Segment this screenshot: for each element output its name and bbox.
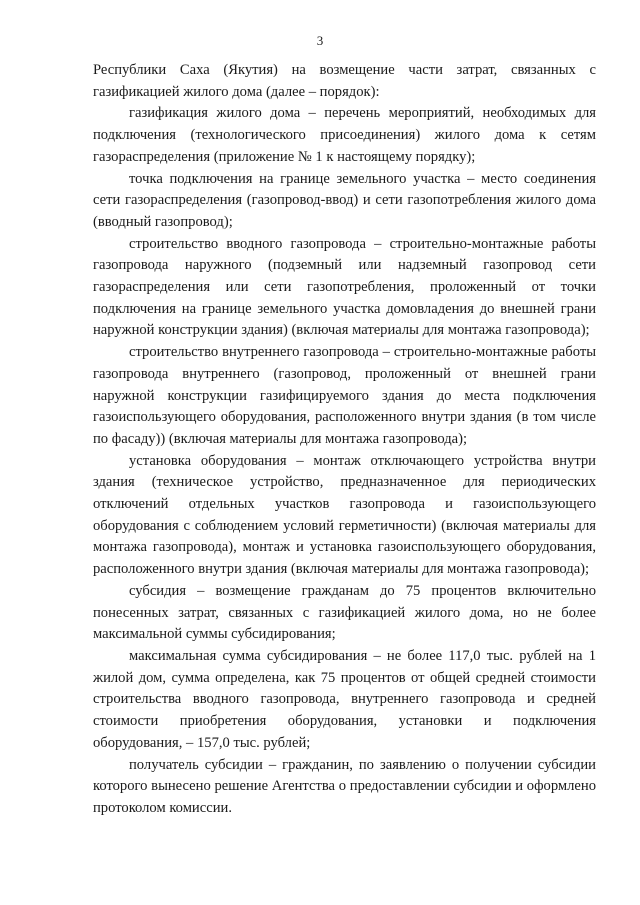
document-body <box>93 60 596 820</box>
paragraph-subsidy-definition: субсидия – возмещение гражданам до 75 процентов включительно понесенных затрат, связанных с газификацией жилого дома, но не более максимальной суммы субсидирования; <box>93 582 596 643</box>
paragraph-max-subsidy-definition: максимальная сумма субсидирования – не более 117,0 тыс. рублей на 1 жилой дом, сумма определена, как 75 процентов от общей средней стоимости строительства вводного газопровода, внутреннего газопровода и средней стоимости приобретения оборудования, установки и подключения оборудования, – 157,0 тыс. рублей; <box>93 647 596 751</box>
paragraph-internal-pipeline-definition: строительство внутреннего газопровода – строительно-монтажные работы газопровода внутреннего (газопровод, проложенный от внешней грани наружной конструкции газифицируемого здания до места подключения газоиспользующего оборудования, расположенного внутри здания (в том числе по фасаду)) (включая материалы для монтажа газопровода); <box>93 344 596 447</box>
paragraph-gasification-definition: газификация жилого дома – перечень мероприятий, необходимых для подключения (технологического присоединения) жилого дома к сетям газораспределения (приложение № 1 к настоящему порядку); <box>93 105 596 165</box>
page-number: 3 <box>316 33 324 48</box>
paragraph-intro-continuation: Республики Саха (Якутия) на возмещение части затрат, связанных с газификацией жилого дома (далее – порядок): <box>93 62 596 100</box>
paragraph-connection-point-definition: точка подключения на границе земельного участка – место соединения сети газораспределения (газопровод-ввод) и сети газопотребления жилого дома (вводный газопровод); <box>93 170 596 230</box>
paragraph-equipment-installation-definition: установка оборудования – монтаж отключающего устройства внутри здания (техническое устройство, предназначенное для периодических отключений отдельных участков газопровода и газоиспользующего оборудования с соблюдением условий герметичности) (включая материалы для монтажа газопровода), монтаж и установка газоиспользующего оборудования, расположенного внутри здания (включая материалы для монтажа газопровода); <box>93 452 596 578</box>
paragraph-recipient-definition: получатель субсидии – гражданин, по заявлению о получении субсидии которого вынесено решение Агентства о предоставлении субсидии и оформлено протоколом комиссии. <box>93 756 596 816</box>
paragraph-inlet-pipeline-definition: строительство вводного газопровода – строительно-монтажные работы газопровода наружного (подземный или надземный газопровод сети газораспределения или сети газопотребления, проложенный от точки подключения на границе земельного участка домовладения до внешней грани наружной конструкции здания) (включая материалы для монтажа газопровода); <box>93 235 596 339</box>
